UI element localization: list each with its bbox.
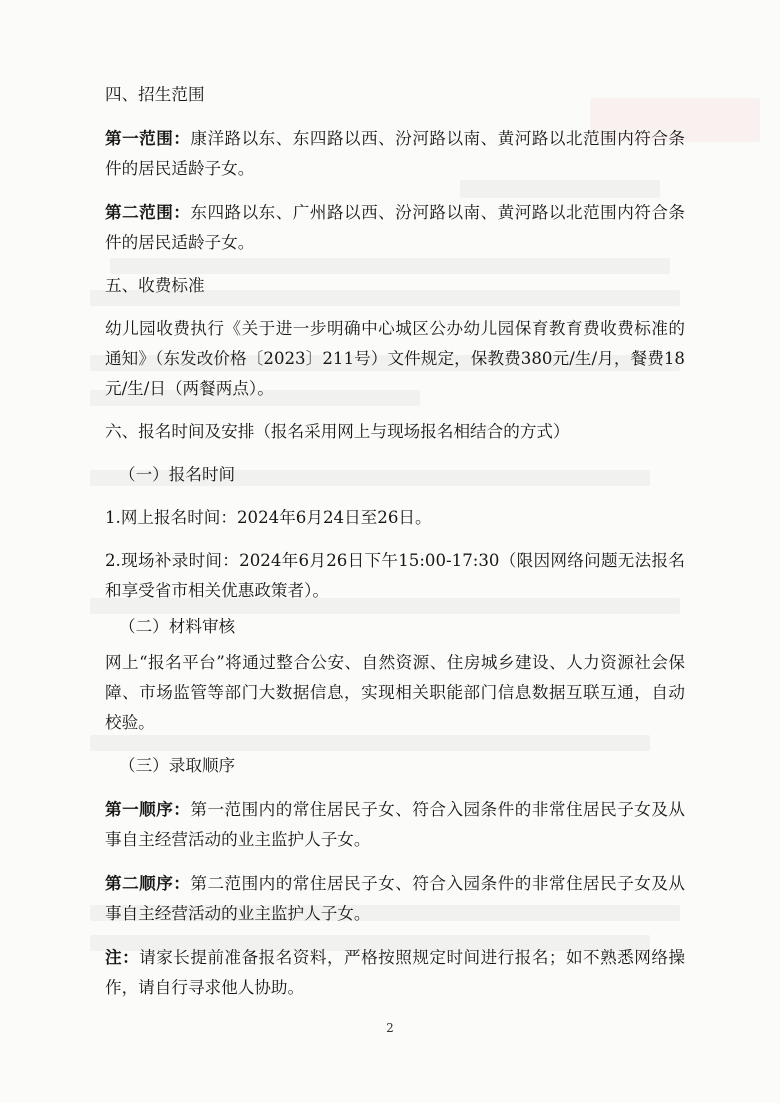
subsection-material-review: （二）材料审核	[119, 617, 236, 636]
section-4-heading: 四、招生范围	[105, 85, 205, 104]
range-2-label: 第二范围：	[105, 202, 191, 222]
order-2-paragraph	[105, 868, 685, 929]
range-1-label: 第一范围：	[105, 128, 191, 148]
note-label: 注：	[105, 947, 140, 967]
note-text: 请家长提前准备报名资料，严格按照规定时间进行报名；如不熟悉网络操作，请自行寻求他人协助。	[105, 948, 686, 997]
subsection-registration-time: （一）报名时间	[119, 465, 236, 484]
order-1-label: 第一顺序：	[105, 799, 191, 819]
order-1-paragraph	[105, 794, 685, 855]
range-2-paragraph	[105, 197, 685, 258]
range-1-paragraph	[105, 123, 685, 184]
subsection-admission-order: （三）录取顺序	[119, 756, 236, 775]
onsite-registration-item: 2.现场补录时间：2024年6月26日下午15:00-17:30（限因网络问题无法报名和享受省市相关优惠政策者）。	[105, 551, 685, 600]
range-2-text: 东四路以东、广州路以西、汾河路以南、黄河路以北范围内符合条件的居民适龄子女。	[105, 203, 686, 252]
range-1-text: 康洋路以东、东四路以西、汾河路以南、黄河路以北范围内符合条件的居民适龄子女。	[105, 129, 686, 178]
order-2-text: 第二范围内的常住居民子女、符合入园条件的非常住居民子女及从事自主经营活动的业主监护人子女。	[105, 874, 686, 923]
section-6-heading: 六、报名时间及安排（报名采用网上与现场报名相结合的方式）	[105, 422, 570, 441]
online-registration-item: 1.网上报名时间：2024年6月24日至26日。	[105, 508, 432, 527]
document-body	[105, 80, 685, 1003]
page-number: 2	[386, 1021, 394, 1035]
fee-paragraph: 幼儿园收费执行《关于进一步明确中心城区公办幼儿园保育教育费收费标准的通知》（东发改价格〔2023〕211号）文件规定，保教费380元/生/月，餐费18元/生/日（两餐两点）。	[105, 319, 685, 398]
section-5-heading: 五、收费标准	[105, 276, 205, 295]
material-review-paragraph: 网上“报名平台”将通过整合公安、自然资源、住房城乡建设、人力资源社会保障、市场监管等部门大数据信息，实现相关职能部门信息数据互联互通，自动校验。	[105, 653, 685, 732]
order-2-label: 第二顺序：	[105, 873, 191, 893]
order-1-text: 第一范围内的常住居民子女、符合入园条件的非常住居民子女及从事自主经营活动的业主监护人子女。	[105, 800, 686, 849]
note-paragraph	[105, 942, 685, 1003]
